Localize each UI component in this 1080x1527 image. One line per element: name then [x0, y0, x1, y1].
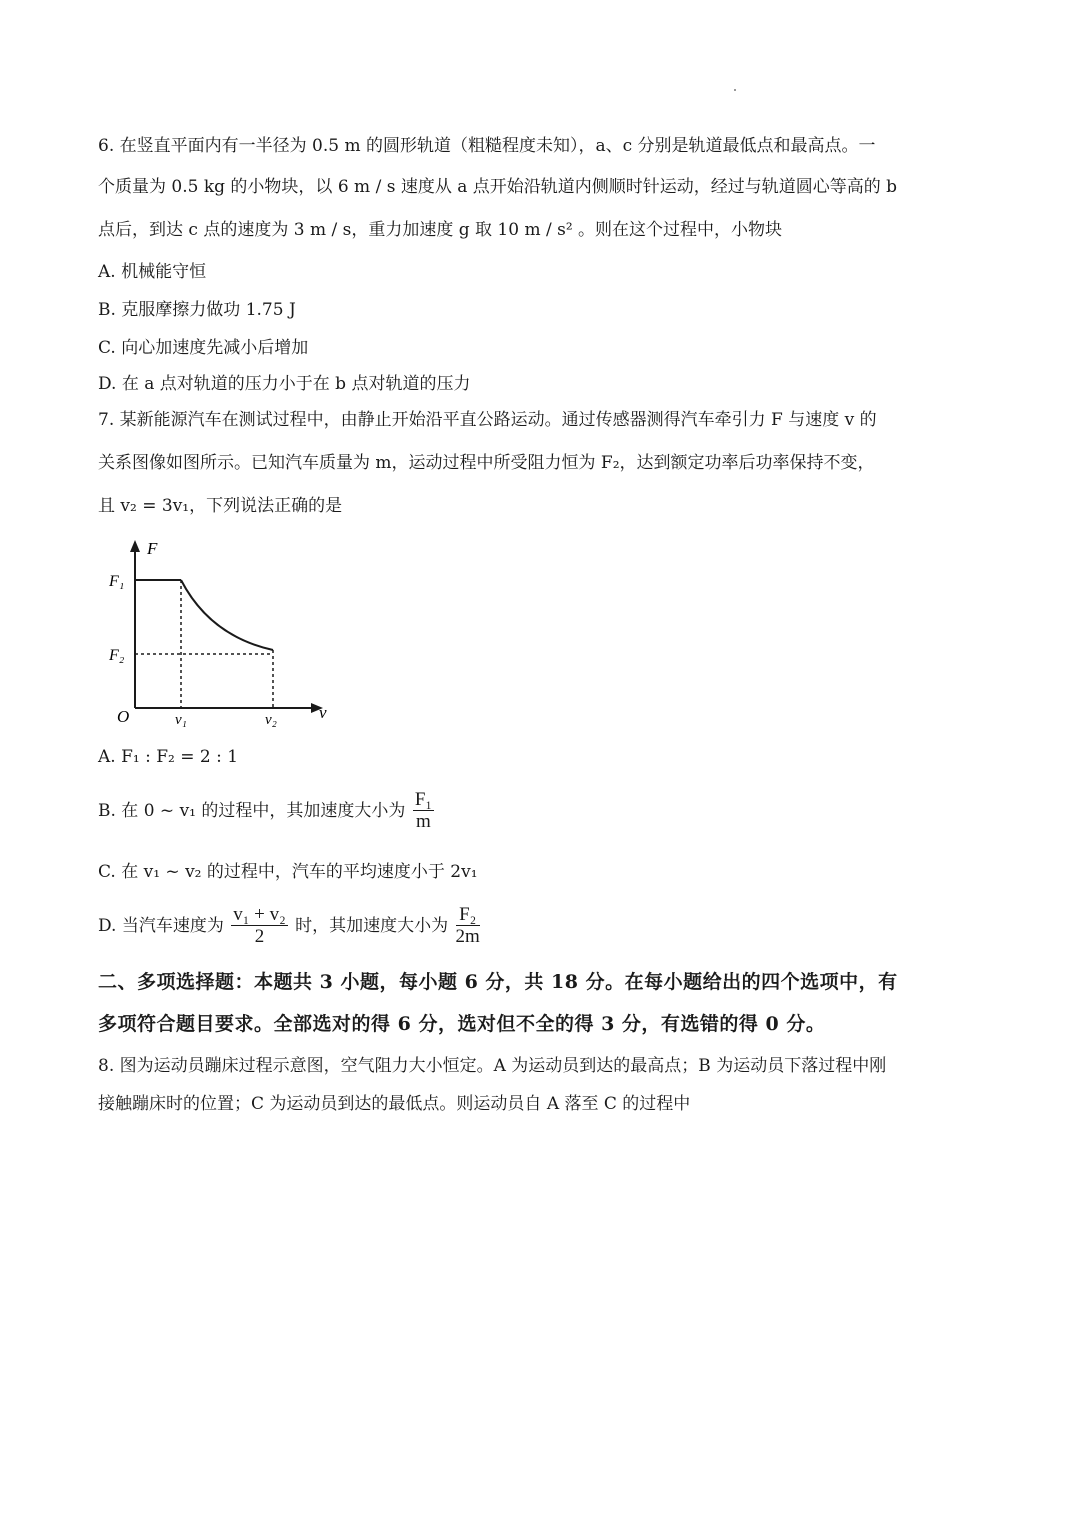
section-2-heading-line-1: 二、多项选择题：本题共 3 小题，每小题 6 分，共 18 分。在每小题给出的四个选项中，有	[98, 971, 898, 993]
q6-option-c: C. 向心加速度先减小后增加	[98, 338, 309, 358]
q7-option-d-fraction-1	[231, 905, 287, 948]
q8-line-2: 接触蹦床时的位置；C 为运动员到达的最低点。则运动员自 A 落至 C 的过程中	[98, 1094, 691, 1114]
q7-line-3: 且 v₂ = 3v₁，下列说法正确的是	[98, 496, 343, 516]
section-2-heading-line-2: 多项符合题目要求。全部选对的得 6 分，选对但不全的得 3 分，有选错的得 0 分。	[98, 1013, 826, 1035]
fraction-numerator: F₁	[414, 789, 433, 810]
q6-option-b: B. 克服摩擦力做功 1.75 J	[98, 300, 296, 320]
fraction-numerator: v₁ + v₂	[233, 904, 286, 925]
f2-label: F₂	[109, 647, 125, 664]
q7-option-d-text-1: D. 当汽车速度为	[98, 916, 224, 936]
q6-option-d: D. 在 a 点对轨道的压力小于在 b 点对轨道的压力	[98, 374, 471, 394]
q7-option-d-text-2: 时，其加速度大小为	[295, 916, 449, 936]
q8-line-1: 8. 图为运动员蹦床过程示意图，空气阻力大小恒定。A 为运动员到达的最高点；B 为运动员下落过程中刚	[98, 1056, 887, 1076]
fraction-denominator: 2	[254, 926, 265, 947]
q6-option-a: A. 机械能守恒	[98, 262, 207, 282]
fraction-denominator: 2m	[455, 926, 480, 947]
x-axis-label: v	[319, 703, 327, 722]
q7-line-1: 7. 某新能源汽车在测试过程中，由静止开始沿平直公路运动。通过传感器测得汽车牵引力 F 与速度 v 的	[98, 410, 877, 430]
f1-label: F₁	[109, 573, 125, 590]
q6-line-2: 个质量为 0.5 kg 的小物块，以 6 m / s 速度从 a 点开始沿轨道内侧顺时针运动，经过与轨道圆心等高的 b	[98, 177, 898, 197]
fraction-denominator: m	[416, 811, 431, 832]
y-axis-arrow	[130, 540, 140, 552]
fraction-numerator: F₂	[456, 905, 480, 926]
q6-line-3: 点后，到达 c 点的速度为 3 m / s，重力加速度 g 取 10 m / s² 。则在这个过程中，小物块	[98, 220, 783, 240]
y-axis-label: F	[147, 539, 158, 558]
constant-power-curve	[181, 580, 273, 650]
force-velocity-graph	[105, 536, 345, 731]
scan-speck	[734, 89, 736, 91]
v2-label: v₂	[265, 712, 277, 728]
origin-label: O	[117, 707, 130, 726]
q7-option-d-fraction-2	[456, 905, 480, 948]
q7-option-b	[98, 790, 436, 833]
q6-line-1: 6. 在竖直平面内有一半径为 0.5 m 的圆形轨道（粗糙程度未知），a、c 分别是轨道最低点和最高点。一	[98, 136, 876, 156]
q7-option-d	[98, 905, 482, 948]
q7-option-a: A. F₁ : F₂ = 2 : 1	[98, 747, 239, 767]
q7-option-c: C. 在 v₁ ~ v₂ 的过程中，汽车的平均速度小于 2v₁	[98, 862, 478, 882]
v1-label: v₁	[175, 712, 187, 728]
q7-option-b-fraction	[413, 790, 434, 833]
q7-option-b-text: B. 在 0 ~ v₁ 的过程中，其加速度大小为	[98, 801, 406, 821]
q7-line-2: 关系图像如图所示。已知汽车质量为 m，运动过程中所受阻力恒为 F₂，达到额定功率后功率保持不变，	[98, 453, 875, 473]
